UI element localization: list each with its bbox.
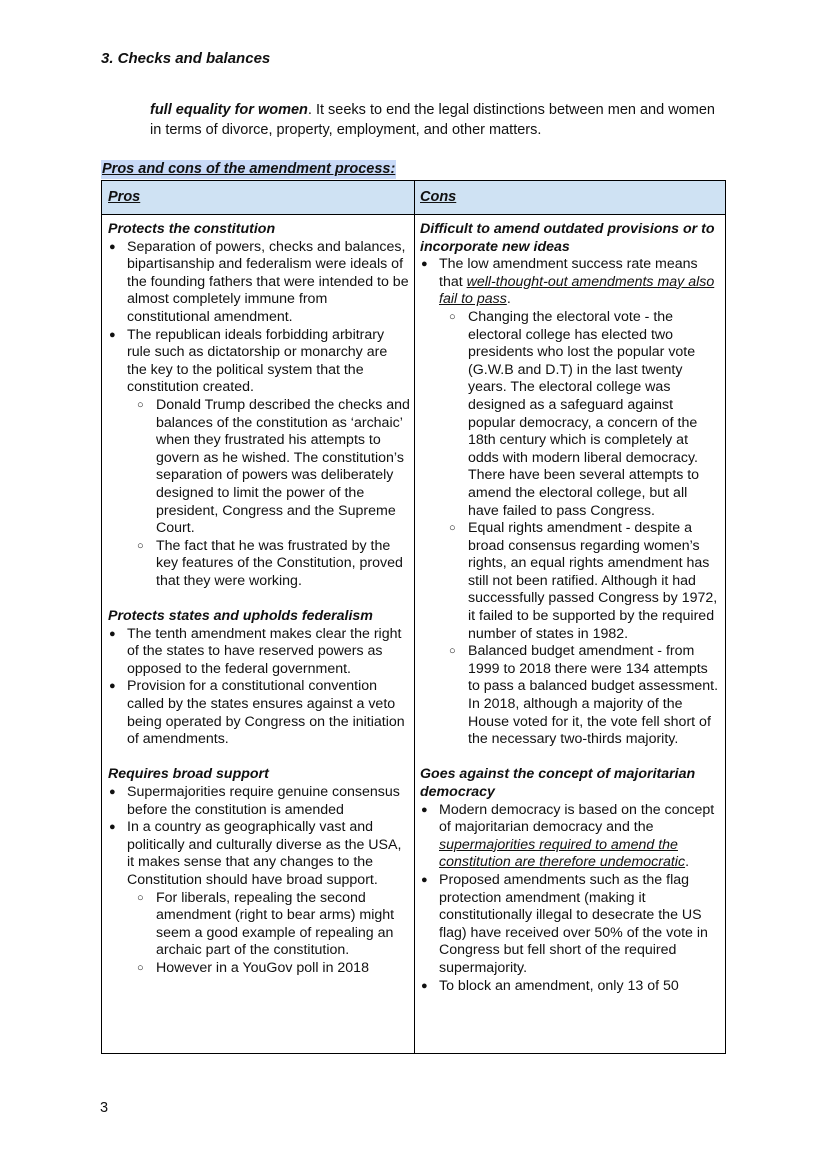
cons-column xyxy=(420,221,721,995)
pros-sublist xyxy=(108,890,410,978)
pros-header: Pros xyxy=(108,189,141,205)
cons-header: Cons xyxy=(420,189,457,205)
section-heading: Pros and cons of the amendment process: xyxy=(102,161,396,177)
sub-list-item: ○ Donald Trump described the checks and balances of the constitution as ‘archaic’ when they frustrated his attempts to govern as he wished. The constitution’s separation of powers was deliberately designed to limit the power of the president, Congress and the Supreme Court. xyxy=(108,397,410,538)
list-item-text: . xyxy=(506,291,511,308)
intro-emphasis: full equality for women xyxy=(150,102,308,118)
sub-list-item: ○ The fact that he was frustrated by the key features of the Constitution, proved that they were working. xyxy=(108,538,410,591)
list-item-text: Modern democracy is based on the concept of majoritarian democracy and the xyxy=(439,801,715,836)
sub-list-item: ○ For liberals, repealing the second amendment (right to bear arms) might seem a good example of repealing an archaic part of the constitution. xyxy=(108,890,410,960)
page-number: 3 xyxy=(100,1100,109,1116)
column-divider xyxy=(414,181,415,1053)
pros-subheading: Requires broad support xyxy=(108,766,269,783)
list-item: ● Proposed amendments such as the flag protection amendment (making it constitutionally illegal to desecrate the US flag) have received over 50% of the vote in Congress but fell short of the required supermajority. xyxy=(420,872,721,978)
sub-list-item: ○ Equal rights amendment - despite a broad consensus regarding women’s rights, an equal rights amendment has still not been ratified. Although it had successfully passed Congress by 1972, it failed to be supported by the required number of states in 1982. xyxy=(420,520,721,643)
intro-text: . It seeks to end the legal distinctions between men and women in terms of divorce, property, employment, and other matters. xyxy=(150,102,715,138)
pros-subheading: Protects the constitution xyxy=(108,221,276,237)
pros-cons-table xyxy=(101,180,726,1054)
list-item: ● Supermajorities require genuine consensus before the constitution is amended xyxy=(108,784,410,819)
list-item-text: The low amendment success rate means that xyxy=(439,256,698,290)
cons-subheading: Goes against the concept of majoritarian democracy xyxy=(420,766,696,800)
cons-subheading: Difficult to amend outdated provisions or to incorporate new ideas xyxy=(420,221,715,255)
list-item: ● Provision for a constitutional convention called by the states ensures against a veto being operated by Congress on the initiation of amendments. xyxy=(108,678,410,748)
pros-list xyxy=(108,239,410,397)
underlined-phrase: supermajorities required to amend the constitution are therefore undemocratic xyxy=(439,836,686,871)
cons-list xyxy=(420,802,721,996)
list-item: ● The tenth amendment makes clear the right of the states to have reserved powers as opposed to the federal government. xyxy=(108,626,410,679)
pros-list xyxy=(108,784,410,890)
pros-sublist xyxy=(108,397,410,591)
list-item xyxy=(420,256,721,309)
sub-list-item: ○ Changing the electoral vote - the electoral college has elected two presidents who lost the popular vote (G.W.B and D.T) in the last twenty years. The electoral college was designed as a safeguard against popular democracy, a concern of the 18th century which is completely at odds with modern liberal democracy. There have been several attempts to amend the electoral college, but all have failed to pass Congress. xyxy=(420,309,721,520)
cons-sublist xyxy=(420,309,721,749)
page-header-title: 3. Checks and balances xyxy=(101,50,271,67)
list-item-text: . xyxy=(685,854,690,871)
cons-list xyxy=(420,256,721,309)
list-item: ● Separation of powers, checks and balances, bipartisanship and federalism were ideals of the founding fathers that were intended to be almost completely immune from constitutional amendment. xyxy=(108,239,410,327)
sub-list-item: ○ Balanced budget amendment - from 1999 to 2018 there were 134 attempts to pass a balanced budget assessment. In 2018, although a majority of the House voted for it, the vote fell short of the necessary two-thirds majority. xyxy=(420,643,721,749)
pros-list xyxy=(108,626,410,749)
list-item xyxy=(420,802,721,872)
list-item: ● In a country as geographically vast and politically and culturally diverse as the USA, it makes sense that any changes to the Constitution should have broad support. xyxy=(108,819,410,889)
intro-paragraph xyxy=(150,100,730,140)
sub-list-item: ○ However in a YouGov poll in 2018 xyxy=(108,960,410,978)
pros-subheading: Protects states and upholds federalism xyxy=(108,608,373,625)
list-item-text: The republican ideals forbidding arbitrary rule such as dictatorship or monarchy are the key to the political system that the constitution created. xyxy=(127,326,388,396)
pros-column xyxy=(108,221,410,978)
underlined-phrase: well-thought-out amendments may also fail to pass xyxy=(439,273,715,308)
list-item xyxy=(108,327,410,397)
list-item: ● To block an amendment, only 13 of 50 xyxy=(420,978,721,996)
